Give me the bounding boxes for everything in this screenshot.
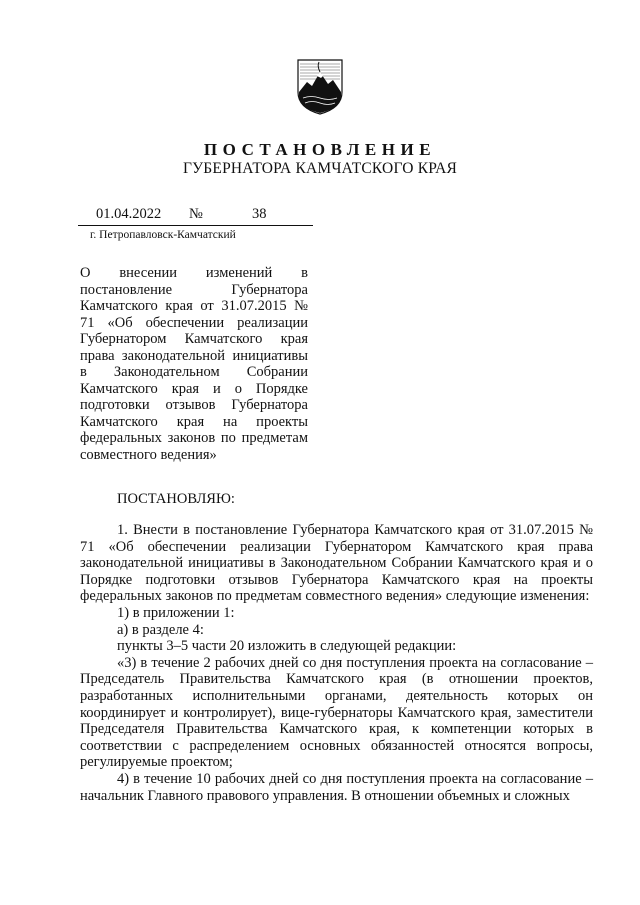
body-paragraph: 1) в приложении 1: xyxy=(117,604,235,621)
document-subtitle: ГУБЕРНАТОРА КАМЧАТСКОГО КРАЯ xyxy=(182,160,458,177)
document-title: ПОСТАНОВЛЕНИЕ xyxy=(203,140,437,159)
document-body xyxy=(80,522,593,804)
document-city: г. Петропавловск-Камчатский xyxy=(90,229,236,241)
document-number: 38 xyxy=(252,206,267,222)
document-subject: О внесении изменений в постановление Губернатора Камчатского края от 31.07.2015 № 71 «Об обеспечении реализации Губернатором Камчатского края права законодательной инициативы в Законодательном Собрании Камчатского края и о Порядке подготовки отзывов Губернатора Камчатского края на проекты федеральных законов по предметам совместного ведения» xyxy=(80,265,308,463)
document-date: 01.04.2022 xyxy=(96,206,162,222)
body-paragraph: 4) в течение 10 рабочих дней со дня поступления проекта на согласование – начальник Главного правового управления. В отношении объемных и сложных xyxy=(80,770,593,804)
body-paragraph: 1. Внести в постановление Губернатора Камчатского края от 31.07.2015 № 71 «Об обеспечении реализации Губернатором Камчатского края права законодательной инициативы в Законодательном Собрании Камчатского края и о Порядке подготовки отзывов Губернатора Камчатского края на проекты федеральных законов по предметам совместного ведения» следующие изменения: xyxy=(80,522,593,605)
body-paragraph: пункты 3–5 части 20 изложить в следующей редакции: xyxy=(117,638,457,655)
body-paragraph: а) в разделе 4: xyxy=(117,621,204,638)
kamchatka-emblem-icon xyxy=(295,58,345,116)
body-paragraph: «3) в течение 2 рабочих дней со дня поступления проекта на согласование – Председатель Правительства Камчатского края (в отношении проектов, разработанных исполнительными органами, деятельность которых он координирует и контролирует), вице-губернаторы Камчатского края, заместители Председателя Правительства Камчатского края, к компетенции которых в соответствии с распределением основных обязанностей относятся вопросы, регулируемые проектом; xyxy=(80,654,593,771)
decree-word: ПОСТАНОВЛЯЮ: xyxy=(117,491,235,507)
number-sign: № xyxy=(189,206,203,222)
header-divider xyxy=(78,225,313,226)
